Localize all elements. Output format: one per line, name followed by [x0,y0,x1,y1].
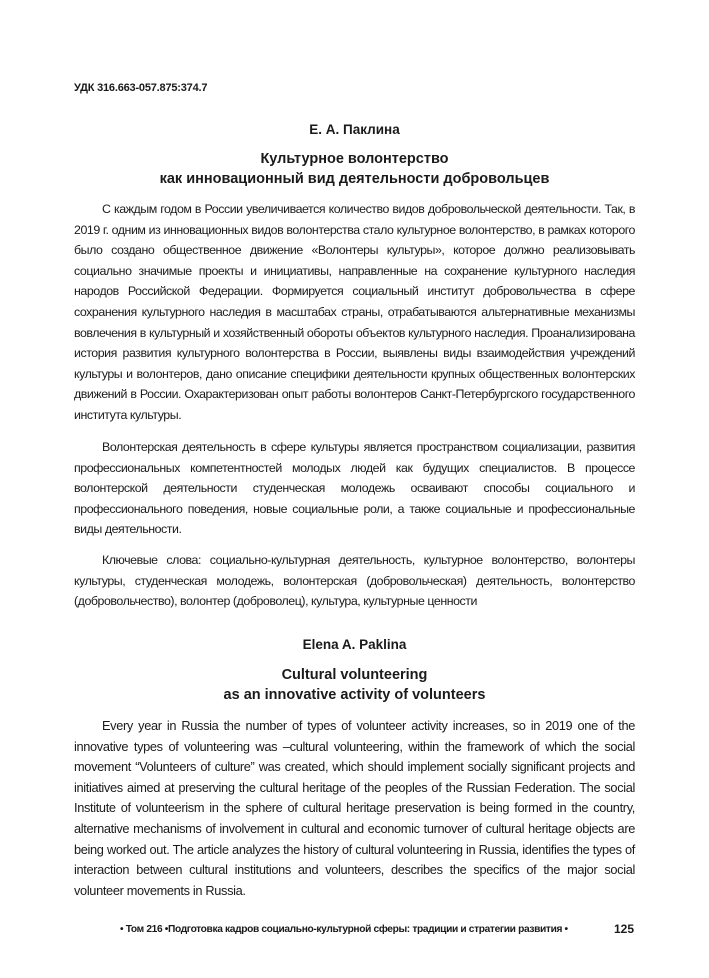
abstract-ru: С каждым годом в России увеличивается количество видов добровольческой деятельности. Так, в 2019 г. одним из инновационных видов волонтерства стало культурное волонтерство, в рамках которого было создано общественное движение «Волонтеры культуры», которое должно реализовывать социально значимые проекты и инициативы, направленные на сохранение культурного наследия народов Российской Федерации. Формируется социальный институт добровольчества в сфере сохранения культурного наследия в масштабах страны, отрабатываются альтернативные механизмы вовлечения в культурный и хозяйственный обороты объектов культурного наследия. Проанализирована история развития культурного волонтерства в России, выявлены виды взаимодействия учреждений культуры и волонтеров, дано описание специфики деятельности крупных общественных волонтерских движений в России. Охарактеризован опыт работы волонтеров Санкт-Петербургского государственного института культуры. [74,202,635,422]
footer-journal-title: • Том 216 •Подготовка кадров социально-культурной сферы: традиции и стратегии развития • [120,924,568,935]
keywords-ru: Ключевые слова: социально-культурная деятельность, культурное волонтерство, волонтеры культуры, студенческая молодежь, волонтерская (добровольческая) деятельность, волонтерство (добровольчество), волонтер (доброволец), культура, культурные ценности [74,553,635,609]
paragraph-ru-2: Волонтерская деятельность в сфере культуры является пространством социализации, развития профессиональных компетентностей молодых людей как будущих специалистов. В процессе волонтерской деятельности студенческая молодежь осваивают способы социального и профессионального поведения, новые социальные роли, а также социальные и профессиональные виды деятельности. [74,440,635,537]
article-title-en-line2: as an innovative activity of volunteers [223,687,486,703]
article-title-ru-line1: Культурное волонтерство [260,151,449,167]
udk-code: УДК 316.663-057.875:374.7 [74,82,208,94]
page-number: 125 [614,922,635,936]
article-title-en-line1: Cultural volunteering [281,667,428,683]
author-name-en: Elena A. Paklina [302,637,407,652]
article-title-ru-line2: как инновационный вид деятельности добровольцев [159,171,550,187]
abstract-en: Every year in Russia the number of types of volunteer activity increases, so in 2019 one of the innovative types of volunteering was –cultural volunteering, within the framework of which the social movement “Volunteers of culture” was created, which should implement socially significant projects and initiatives aimed at preserving the cultural heritage of the peoples of the Russian Federation. The social Institute of volunteerism in the sphere of cultural heritage preservation is being formed in the country, alternative mechanisms of involvement in cultural and economic turnover of cultural heritage objects are being worked out. The article analyzes the history of cultural volunteering in Russia, identifies the types of interaction between cultural institutions and volunteers, describes the specifics of the major social volunteer movements in Russia. [74,718,635,898]
author-name-ru: Е. А. Паклина [309,122,400,137]
